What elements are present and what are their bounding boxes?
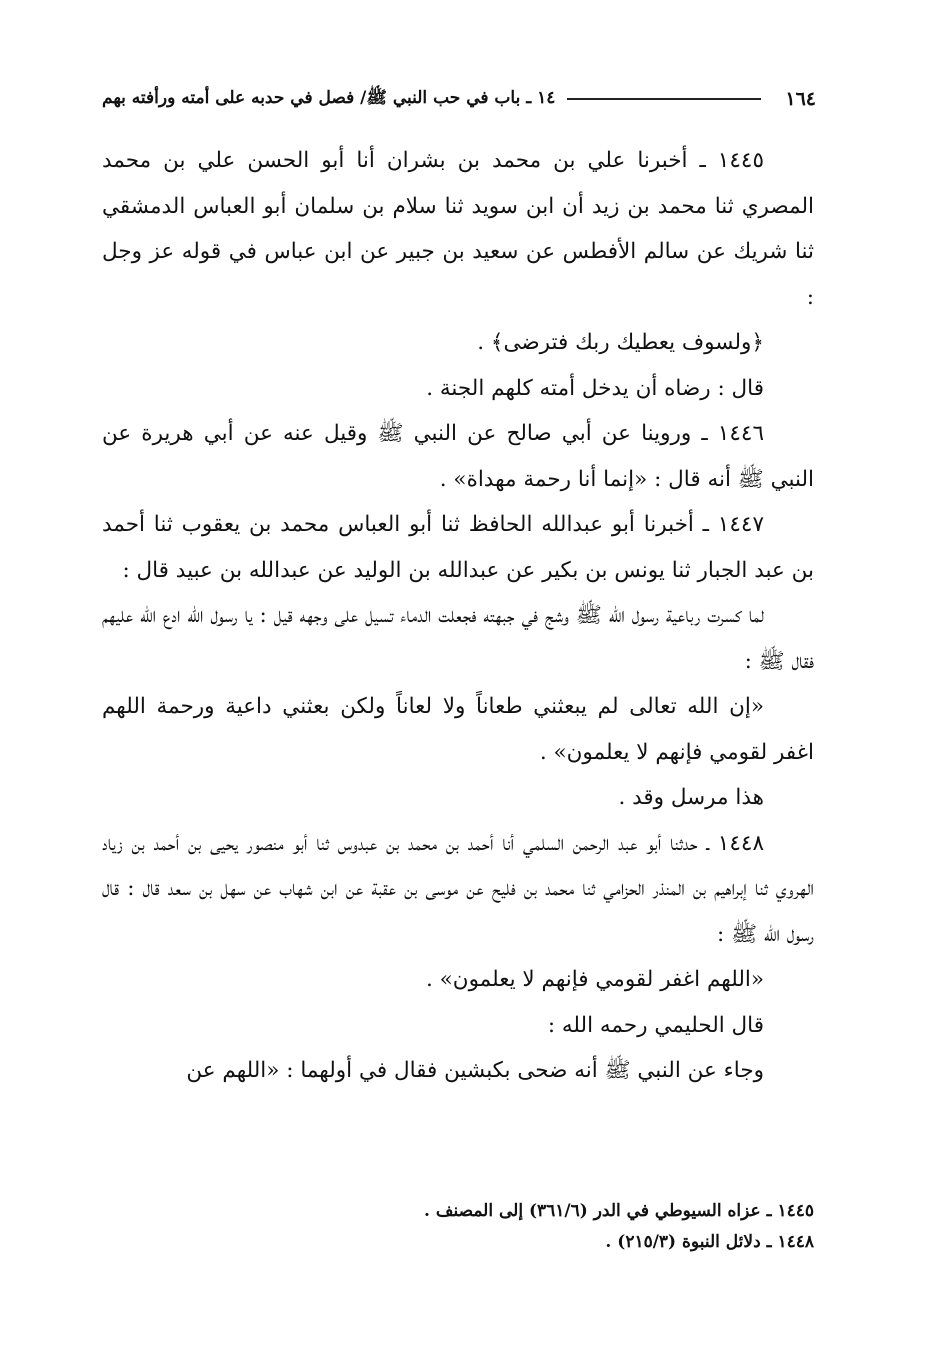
quran-verse: ﴿ولسوف يعطيك ربك فترضى﴾ . bbox=[477, 330, 764, 355]
chapter-title: ١٤ ـ باب في حب النبي ﷺ/ فصل في حدبه على أمته ورأفته بهم bbox=[102, 87, 556, 108]
hadith-1445: ١٤٤٥ ـ أخبرنا علي بن محمد بن بشران أنا أبو الحسن علي بن محمد المصري ثنا محمد بن زيد أن ابن سويد ثنا سلام بن سلمان أبو العباس الدمشقي ثنا شريك عن سالم الأفطس عن سعيد بن جبير عن ابن عباس في قوله عز وجل : bbox=[102, 148, 814, 310]
halimi-statement: قال الحليمي رحمه الله : bbox=[547, 1012, 764, 1038]
hadith-1447-quote: «إن الله تعالى لم يبعثني طعاناً ولا لعاناً ولكن بعثني داعية ورحمة اللهم اغفر لقومي فإنهم لا يعلمون» . bbox=[102, 694, 814, 765]
hadith-1448: ١٤٤٨ ـ حدثنا أبو عبد الرحمن السلمي أنا أحمد بن محمد بن عبدوس ثنا أبو منصور يحيى بن أحمد بن زياد الهروي ثنا إبراهيم بن المنذر الحزامي ثنا محمد بن فليح عن موسى بن عقبة عن ابن شهاب عن سهل بن سعد قال : قال رسول الله ﷺ : bbox=[102, 830, 814, 947]
footnotes bbox=[360, 1196, 814, 1258]
footnote-1448: ١٤٤٨ ـ دلائل النبوة (٢١٥/٣) . bbox=[605, 1232, 814, 1252]
hadith-1447-narration: لما كسرت رباعية رسول الله ﷺ وشج في جبهته فجعلت الدماء تسيل على وجهه قيل : يا رسول الله ادع الله عليهم فقال ﷺ : bbox=[102, 603, 814, 674]
main-text bbox=[102, 138, 814, 1094]
hadith-1446: ١٤٤٦ ـ وروينا عن أبي صالح عن النبي ﷺ وقيل عنه عن أبي هريرة عن النبي ﷺ أنه قال : «إنما أنا رحمة مهداة» . bbox=[102, 421, 814, 492]
commentary-1445: قال : رضاه أن يدخل أمته كلهم الجنة . bbox=[426, 375, 764, 401]
continuation-paragraph: وجاء عن النبي ﷺ أنه ضحى بكبشين فقال في أولهما : «اللهم عن bbox=[186, 1058, 764, 1083]
running-header bbox=[102, 84, 816, 114]
hadith-1447: ١٤٤٧ ـ أخبرنا أبو عبدالله الحافظ ثنا أبو العباس محمد بن يعقوب ثنا أحمد بن عبد الجبار ثنا يونس بن بكير عن عبدالله بن الوليد عن عبدالله بن عبيد قال : bbox=[102, 512, 814, 583]
hadith-1448-quote: «اللهم اغفر لقومي فإنهم لا يعلمون» . bbox=[425, 967, 764, 992]
page-number: ١٦٤ bbox=[785, 88, 816, 110]
hadith-1447-note: هذا مرسل وقد . bbox=[618, 785, 764, 810]
header-rule bbox=[567, 98, 761, 100]
footnote-1445: ١٤٤٥ ـ عزاه السيوطي في الدر (٣٦١/٦) إلى المصنف . bbox=[424, 1201, 814, 1221]
